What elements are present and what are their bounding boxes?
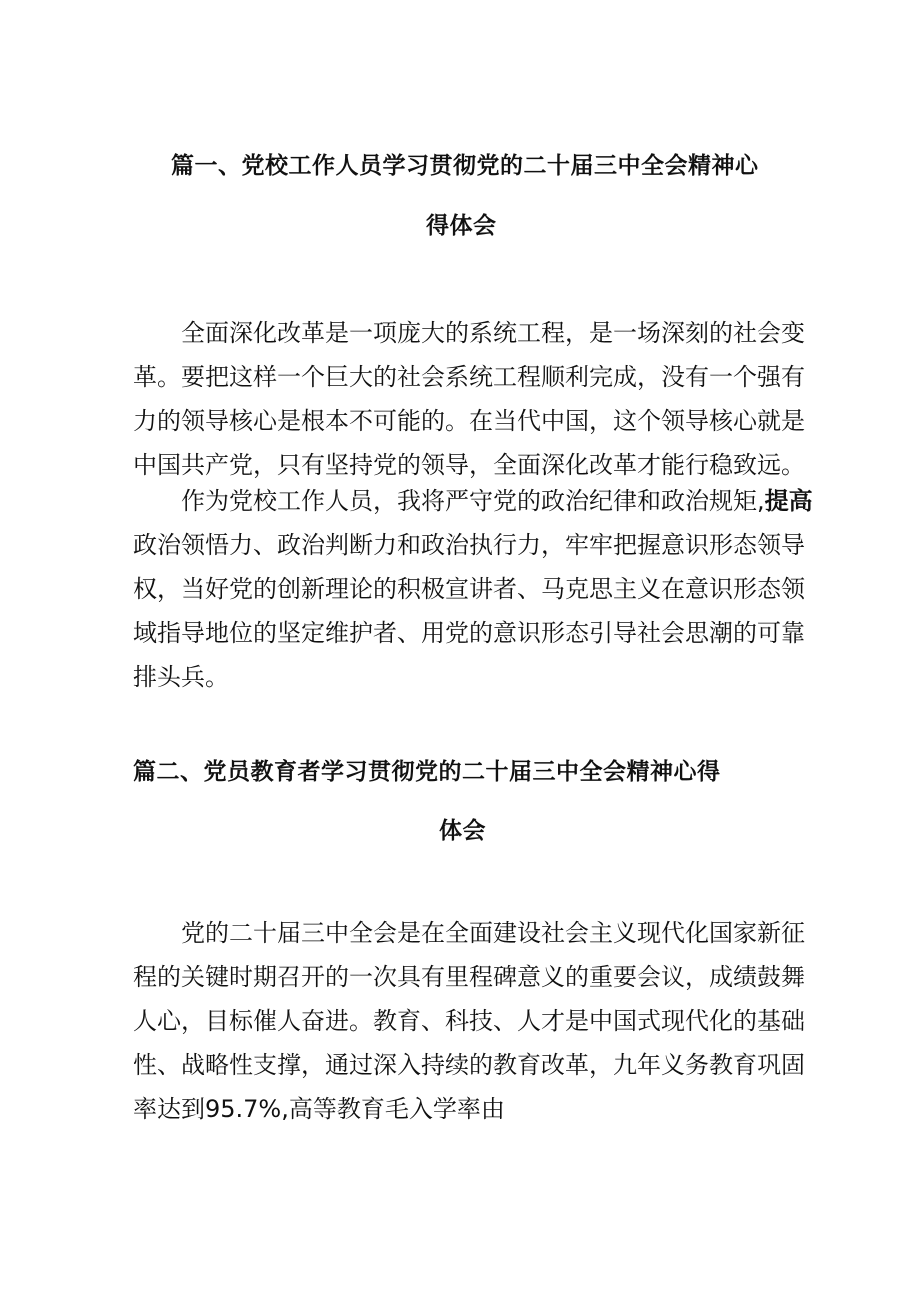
paragraph-line: 革。要把这样一个巨大的社会系统工程顺利完成，没有一个强有: [133, 363, 805, 391]
section2-title-line2: 体会: [439, 818, 486, 844]
section2-title-line1: 篇二、党员教育者学习贯彻党的二十届三中全会精神心得: [133, 759, 721, 785]
paragraph-line: 程的关键时期召开的一次具有里程碑意义的重要会议，成绩鼓舞: [133, 963, 805, 991]
section2-paragraph1: [133, 911, 805, 1131]
paragraph-line: 全面深化改革是一项庞大的系统工程，是一场深刻的社会变: [181, 319, 805, 347]
paragraph-line: 党的二十届三中全会是在全面建设社会主义现代化国家新征: [181, 919, 805, 947]
paragraph-line: 中国共产党，只有坚持党的领导，全面深化改革才能行稳致远。: [133, 451, 805, 479]
paragraph-line: 排头兵。: [133, 663, 229, 691]
section1-paragraph1: [133, 311, 805, 487]
paragraph-line: 性、战略性支撑，通过深入持续的教育改革，九年义务教育巩固: [133, 1051, 805, 1079]
paragraph-line: 力的领导核心是根本不可能的。在当代中国，这个领导核心就是: [133, 407, 805, 435]
section1-title-line2: 得体会: [426, 213, 497, 239]
paragraph-line-text: 作为党校工作人员，我将严守党的政治纪律和政治规矩,: [181, 487, 765, 515]
paragraph-line: [133, 479, 813, 523]
section1-title-line1: 篇一、党校工作人员学习贯彻党的二十届三中全会精神心: [171, 153, 759, 179]
paragraph-line: 率达到95.7%,高等教育毛入学率由: [133, 1095, 505, 1123]
section1-paragraph2: [133, 479, 813, 699]
paragraph-line-bold-text: 提高: [764, 487, 813, 515]
paragraph-line: 人心，目标催人奋进。教育、科技、人才是中国式现代化的基础: [133, 1007, 805, 1035]
paragraph-line: 政治领悟力、政治判断力和政治执行力，牢牢把握意识形态领导: [133, 531, 805, 559]
paragraph-line: 域指导地位的坚定维护者、用党的意识形态引导社会思潮的可靠: [133, 619, 805, 647]
paragraph-line: 权，当好党的创新理论的积极宣讲者、马克思主义在意识形态领: [133, 575, 805, 603]
